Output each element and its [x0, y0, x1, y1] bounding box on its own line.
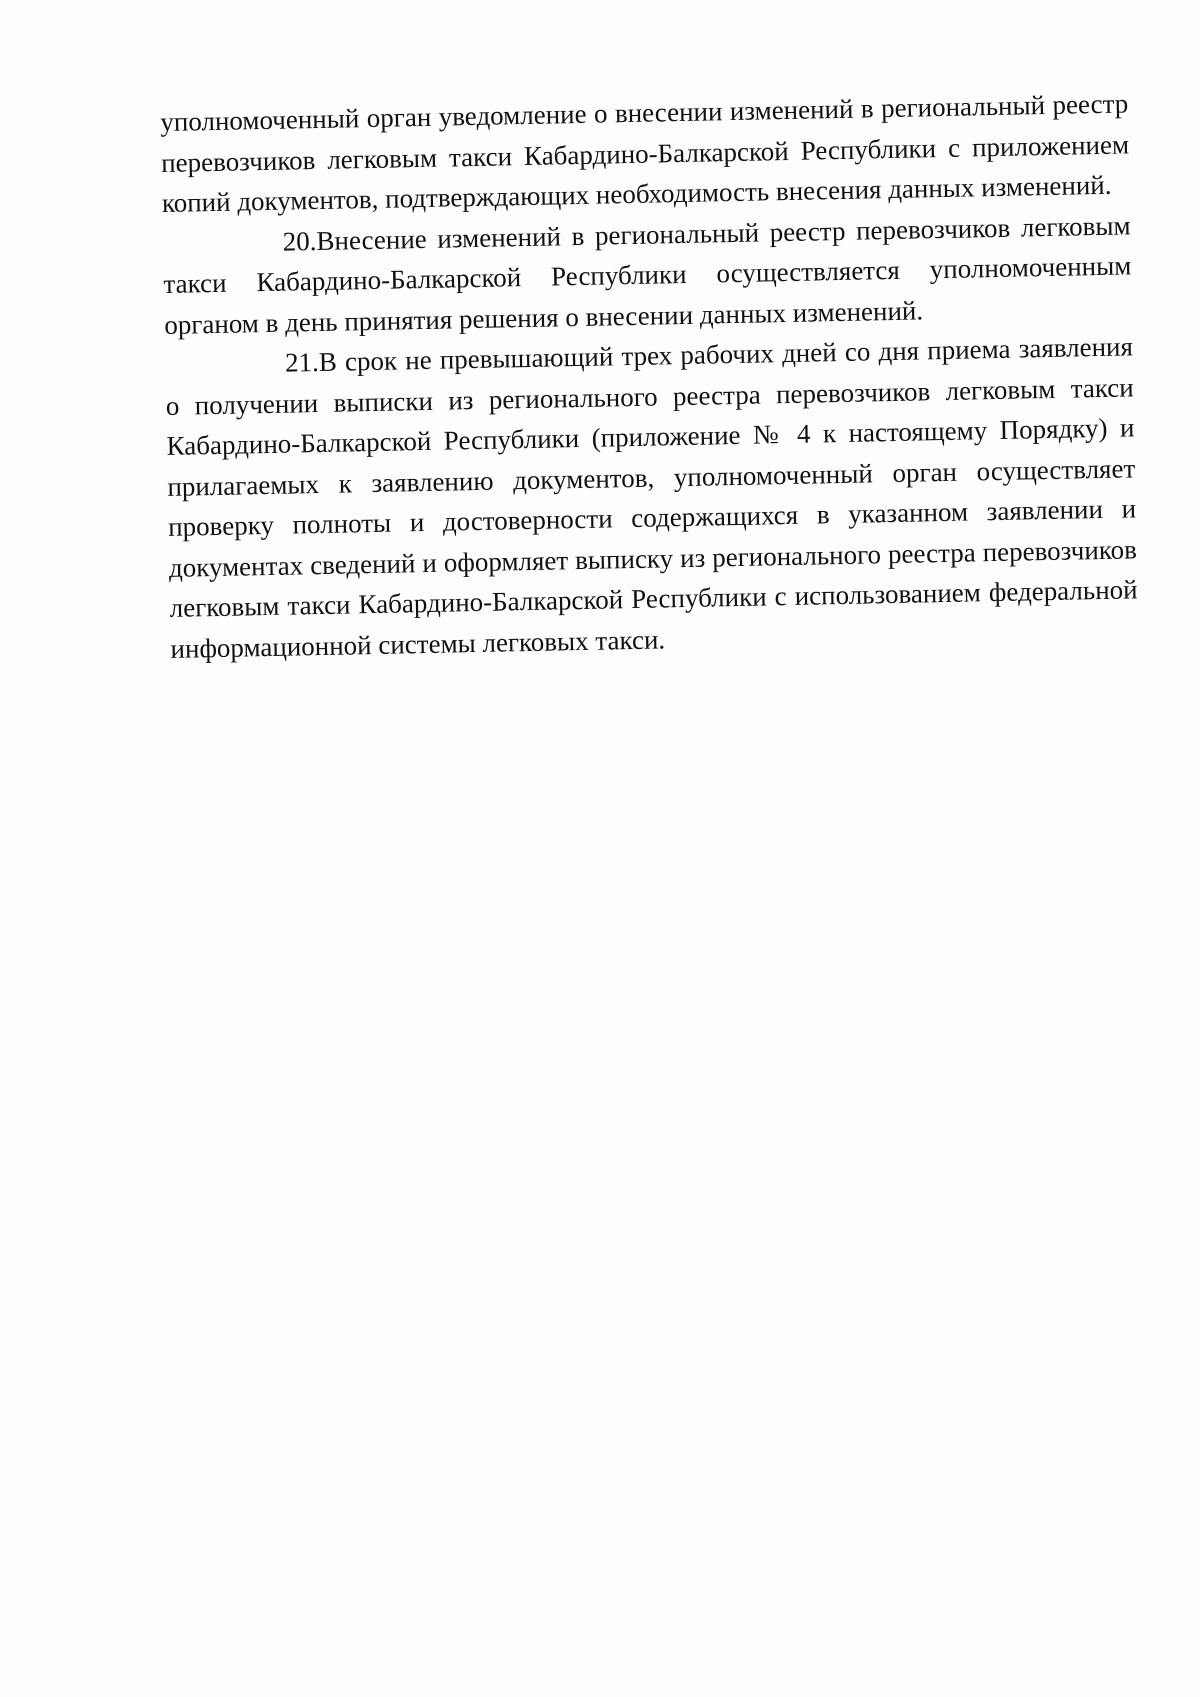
paragraph-number: 21.	[284, 347, 320, 378]
paragraph-continuation	[160, 83, 1130, 223]
paragraph-text: Внесение изменений в региональный реестр перевозчиков легковым такси Кабардино-Балкарской Республики осуществляется уполномоченным органом в день принятия решения о внесении данных изменений.	[163, 209, 1132, 340]
document-body	[160, 83, 1139, 668]
paragraph-21	[165, 326, 1139, 669]
paragraph-text: уполномоченный орган уведомление о внесении изменений в региональный реестр перевозчиков легковым такси Кабардино-Балкарской Республики с приложением копий документов, подтверждающих необходимость внесения данных изменений.	[160, 88, 1130, 218]
paragraph-20	[162, 205, 1132, 345]
paragraph-text: В срок не превышающий трех рабочих дней со дня приема заявления о получении выписки из регионального реестра перевозчиков легковым такси Кабардино-Балкарской Республики (приложение № 4 к настоящему Порядку) и прилагаемых к заявлению документов, уполномоченный орган осуществляет проверку полноты и достоверности содержащихся в указанном заявлении и документах сведений и оформляет выписку из регионального реестра перевозчиков легковым такси Кабардино-Балкарской Республики с использованием федеральной информационной системы легковых такси.	[165, 331, 1138, 664]
paragraph-number: 20.	[282, 225, 317, 257]
